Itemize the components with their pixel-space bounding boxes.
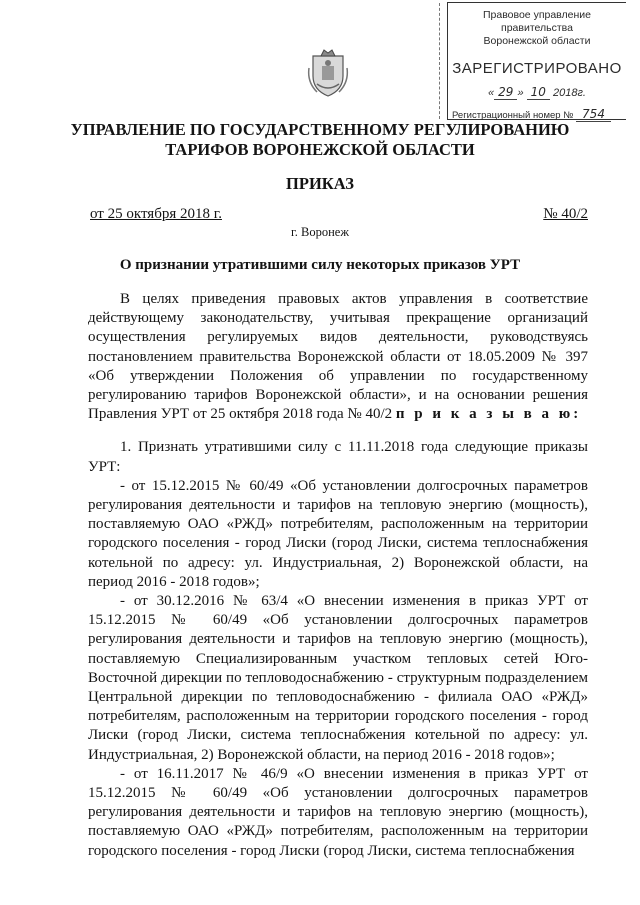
stamp-date-month: 10: [527, 85, 550, 100]
coat-of-arms-icon: [307, 48, 349, 98]
stamp-reg-label: Регистрационный номер №: [452, 110, 574, 121]
order-date: от 25 октября 2018 г.: [90, 206, 222, 222]
stamp-date-year: 2018: [552, 87, 578, 99]
stamp-reg: [448, 107, 626, 121]
registration-stamp: [447, 2, 626, 120]
stamp-line-2: Воронежской области: [483, 35, 591, 47]
list-item-1: - от 15.12.2015 № 60/49 «Об установлении долгосрочных параметров регулирования деятельности и тарифов на тепловую энергию (мощность), поставляемую ОАО «РЖД» потребителям, расположенным на территории городского поселения - город Лиски (город Лиски, система теплоснабжения котельной по адресу: ул. Индустриальная, 2) Воронежской области, на период 2016 - 2018 годов»;: [88, 477, 588, 590]
city: г. Воронеж: [291, 225, 349, 239]
preamble-text: В целях приведения правовых актов управления в соответствие действующему законодательству, учитывая прекращение организаций осуществления регулируемых видов деятельности, руководствуясь постановлением правительства Воронежской области от 18.05.2009 № 397 «Об утверждении Положения об управлении по государственному регулированию тарифов Воронежской области», и на основании решения Правления УРТ от 25 октября 2018 года № 40/2: [88, 291, 588, 423]
organization-name: УПРАВЛЕНИЕ ПО ГОСУДАРСТВЕННОМУ РЕГУЛИРОВАНИЮ ТАРИФОВ ВОРОНЕЖСКОЙ ОБЛАСТИ: [70, 120, 570, 159]
stamp-date: « 29 » 10 2018г.: [488, 85, 586, 99]
document-body: [88, 290, 588, 861]
order-number: № 40/2: [543, 206, 588, 222]
stamp-line-1: Правовое управление правительства: [482, 9, 591, 34]
stamp-date-day: 29: [494, 85, 517, 100]
document-title: О признании утратившими силу некоторых приказов УРТ: [119, 257, 521, 273]
point-1: 1. Признать утратившими силу с 11.11.2018 года следующие приказы УРТ:: [88, 439, 588, 475]
preamble-paragraph: [88, 290, 588, 424]
stamp-edge: [439, 3, 446, 119]
order-word: п р и к а з ы в а ю:: [395, 406, 582, 423]
list-item-3: - от 16.11.2017 № 46/9 «О внесении изменения в приказ УРТ от 15.12.2015 № 60/49 «Об установлении долгосрочных параметров регулирования деятельности и тарифов на тепловую энергию (мощность), поставляемую ОАО «РЖД» потребителям, расположенным на территории городского поселения - город Лиски (город Лиски, система теплоснабжения: [88, 765, 588, 859]
stamp-reg-number: 754: [576, 107, 611, 122]
document-type: ПРИКАЗ: [286, 174, 354, 193]
list-item-2: - от 30.12.2016 № 63/4 «О внесении изменения в приказ УРТ от 15.12.2015 № 60/49 «Об установлении долгосрочных параметров регулирования деятельности и тарифов на тепловую энергию (мощность), поставляемую Специализированным участком тепловых сетей Юго-Восточной дирекции по тепловодоснабжению - структурным подразделением Центральной дирекции по тепловодоснабжению - филиала ОАО «РЖД» потребителям, расположенным на территории городского поселения - город Лиски (город Лиски, система теплоснабжения котельной по адресу: ул. Индустриальная, 2) Воронежской области, на период 2016 - 2018 годов»;: [88, 593, 588, 763]
stamp-status: ЗАРЕГИСТРИРОВАНО: [452, 60, 622, 77]
